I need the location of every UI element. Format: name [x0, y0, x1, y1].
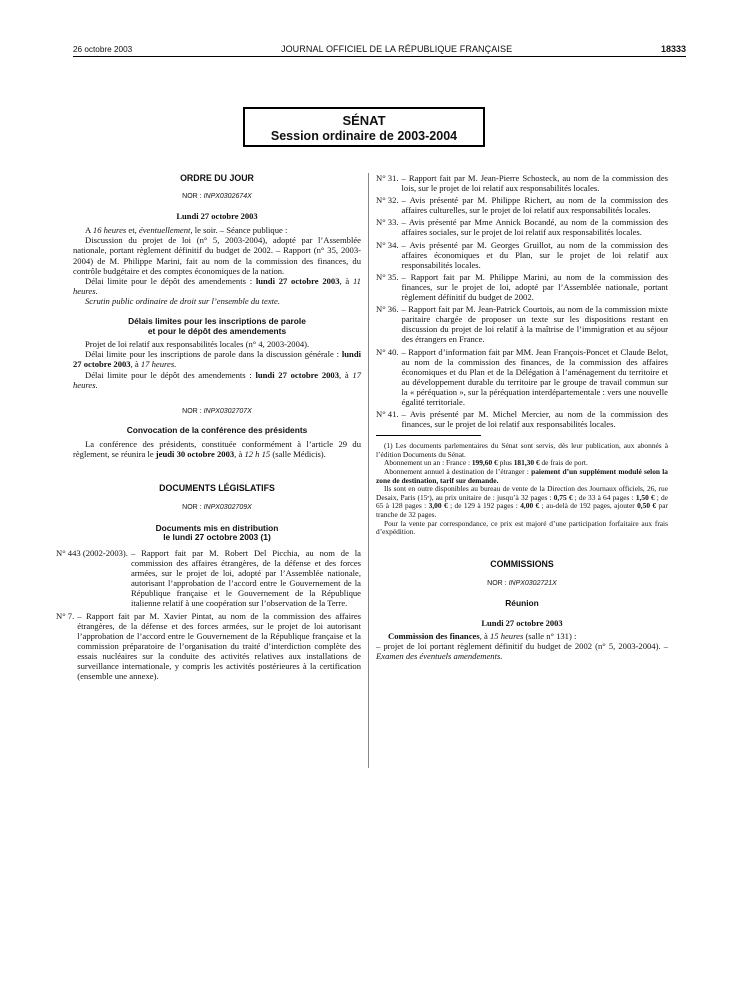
text-span: – Examen des éventuels amendements.: [376, 640, 668, 661]
item-text: – Rapport fait par M. Philippe Marini, au nom de la commission des finances, sur le projet de loi, adopté par l’Assemblée nationale, portant règlement définitif du budget de 2002.: [401, 271, 668, 303]
nor-line: [73, 503, 361, 513]
reunion-title: Réunion: [505, 597, 539, 608]
nor-label: NOR :: [182, 503, 204, 511]
text-span: 3,00 €: [428, 501, 448, 511]
commissions-section: [376, 559, 668, 661]
list-item: [376, 409, 668, 429]
text-span: et,: [126, 225, 139, 236]
item-text: – Avis présenté par M. Michel Mercier, au nom de la commission des finances, sur le projet de loi relatif aux responsabilités locales.: [401, 409, 668, 430]
text-span: 11 heures.: [73, 275, 361, 296]
item-number: N° 36.: [376, 304, 399, 315]
text-span: Ils sont en outre disponibles au bureau de vente de la Direction des Journaux officiels, 26, rue Desaix, Paris (15ᵉ), au prix unitaire de : jusqu’à 32 pages :: [376, 484, 668, 502]
convocation-title: Convocation de la conférence des présidents: [126, 424, 308, 435]
nor-label: NOR :: [182, 193, 204, 201]
documents-sub-1: Documents mis en distribution: [155, 522, 279, 533]
text-span: Délai limite pour le dépôt des amendements :: [85, 275, 256, 286]
nor-code: INPX0302707X: [203, 407, 252, 415]
delai-paragraph: [73, 276, 361, 296]
item-text: – Rapport d’information fait par MM. Jean François-Poncet et Claude Belot, au nom de la commission des finances, de la commission des affaires économiques et du Plan et de la Délégation à l’aménagement du territoire et au développement durable du territoire par le groupe de travail commun sur la « péréquation », sur la péréquation interdépartementale : vers une nouvelle égalité territoriale.: [401, 346, 668, 407]
list-item: [376, 173, 668, 193]
commission-line: [376, 631, 668, 641]
text-span: jeudi 30 octobre 2003: [155, 449, 235, 460]
item-number: N° 7.: [56, 610, 75, 621]
list-item: [376, 217, 668, 237]
text-span: 1,50 €: [635, 492, 655, 502]
text-span: 16 heures: [92, 225, 127, 236]
list-item: [376, 272, 668, 302]
text-span: lundi 27 octobre 2003: [255, 369, 340, 380]
right-column: [376, 173, 668, 661]
text-span: lundi 27 octobre 2003: [255, 275, 340, 286]
commissions-title: COMMISSIONS: [490, 558, 554, 569]
item-text: – Rapport fait par M. Xavier Pintat, au nom de la commission des affaires étrangères, de la défense et des forces armées, sur le projet de loi autorisant l’approbation de l’accord entre le Gouvernement de la République française et la commission préparatoire de l’organisation du traité d’interdiction complète des essais nucléaires sur la conduite des activités relatives aux installations de surveillance internationale, y compris les activités postérieures à la certification (ensemble une annexe).: [77, 610, 361, 682]
page-number: 18333: [660, 44, 686, 54]
text-span: La conférence des présidents, constituée conformément à l’article 29 du règlement, se réunira le: [73, 439, 361, 460]
projet-budget-line: [376, 641, 668, 661]
nor-code: INPX0302721X: [508, 579, 557, 587]
text-span: A: [85, 225, 93, 236]
footnote-etranger: [376, 468, 668, 485]
text-span: paiement d’un supplément modulé selon la zone de destination, tarif sur demande.: [376, 467, 668, 485]
text-span: (salle n° 131) :: [523, 630, 577, 641]
text-span: 17 heures.: [73, 369, 361, 390]
nor-label: NOR :: [182, 407, 204, 415]
list-item: [376, 347, 668, 408]
item-number: N° 443 (2002-2003).: [56, 547, 128, 558]
documents-title: DOCUMENTS LÉGISLATIFS: [159, 482, 275, 493]
text-span: 0,50 €: [637, 501, 657, 511]
text-span: , à: [479, 630, 490, 641]
seance-line: [73, 225, 361, 235]
text-span: Délai limite pour les inscriptions de parole dans la discussion générale :: [85, 349, 342, 360]
list-item: [56, 548, 361, 609]
projet-line: Projet de loi relatif aux responsabilités locales (n° 4, 2003-2004).: [85, 339, 310, 350]
senat-title-box: [243, 107, 485, 147]
nor-code: INPX0302709X: [203, 503, 252, 511]
text-span: (salle Médicis).: [270, 449, 326, 460]
item-text: – Avis présenté par M. Philippe Richert, au nom de la commission des affaires culturelles, sur le projet de loi relatif aux responsabilités locales.: [401, 195, 668, 216]
text-span: ; de 65 à 128 pages :: [376, 492, 668, 511]
column-divider: [368, 173, 369, 768]
ordre-date: Lundi 27 octobre 2003: [176, 211, 258, 222]
item-number: N° 33.: [376, 217, 399, 228]
documents-section: [56, 482, 361, 682]
delai-amendements: [73, 370, 361, 390]
item-text: – Rapport fait par M. Jean-Pierre Schosteck, au nom de la commission des lois, sur le projet de loi relatif aux responsabilités locales.: [401, 173, 668, 194]
text-span: ; de 129 à 192 pages :: [447, 501, 521, 511]
convocation-paragraph: [73, 439, 361, 459]
text-span: Abonnement un an : France :: [384, 458, 472, 468]
delais-title-1: Délais limites pour les inscriptions de parole: [128, 316, 306, 327]
nor-label: NOR :: [487, 579, 509, 587]
item-number: N° 34.: [376, 239, 399, 250]
text-span: Commission des finances: [388, 630, 480, 641]
item-number: N° 35.: [376, 271, 399, 282]
senat-heading: SÉNAT: [342, 113, 386, 128]
text-span: plus: [497, 458, 514, 468]
text-span: 17 heures.: [140, 359, 177, 370]
item-number: N° 41.: [376, 409, 399, 420]
nor-code: INPX0302674X: [203, 193, 252, 201]
text-span: 4,00 €: [520, 501, 540, 511]
item-number: N° 32.: [376, 195, 399, 206]
commissions-date: Lundi 27 octobre 2003: [481, 617, 563, 628]
item-number: N° 31.: [376, 173, 399, 183]
delai-parole: [73, 349, 361, 369]
text-span: 0,75 €: [553, 492, 573, 502]
footnote-line: (1) Les documents parlementaires du Sénat sont servis, dès leur publication, aux abonnés à l’édition Documents du Sénat.: [376, 441, 668, 459]
text-span: 199,60 €: [471, 458, 498, 468]
item-text: – Rapport fait par M. Jean-Patrick Courtois, au nom de la commission mixte paritaire chargée de proposer un texte sur les dispositions restant en discussion du projet de loi relatif à la maîtrise de l’immigration et au séjour des étrangers en France.: [401, 304, 668, 345]
item-text: – Rapport fait par M. Robert Del Picchia, au nom de la commission des affaires étrangères, de la défense et des forces armées, sur le projet de loi, adopté par l’Assemblée nationale, autorisant l’approbation de l’accord entre le Gouvernement de la République française et le Gouvernement de la République italienne relatif à une coopération sur l’observation de la Terre.: [130, 547, 361, 609]
ordre-du-jour-title: ORDRE DU JOUR: [180, 173, 254, 183]
text-span: , le soir. – Séance publique :: [190, 225, 288, 236]
text-span: 181,30 €: [513, 458, 540, 468]
nor-line: [376, 579, 668, 589]
text-span: Délai limite pour le dépôt des amendements :: [85, 369, 256, 380]
text-span: Abonnement annuel à destination de l’étranger :: [384, 467, 532, 477]
list-item: [376, 304, 668, 344]
session-heading: Session ordinaire de 2003-2004: [270, 129, 458, 143]
nor-line: [73, 192, 361, 202]
footnote: [376, 442, 668, 537]
convocation-section: [73, 407, 361, 460]
text-span: 15 heures: [489, 630, 524, 641]
discussion-paragraph: Discussion du projet de loi (n° 5, 2003-2004), adopté par l’Assemblée nationale, portant règlement définitif du budget de 2002. – Rapport (n° 35, 2003-2004) de M. Philippe Marini, fait au nom de la commission des finances, du contrôle budgétaire et des comptes économiques de la nation.: [73, 235, 361, 276]
nor-line: [73, 407, 361, 417]
list-item: [376, 195, 668, 215]
page-header: [73, 44, 686, 54]
text-span: 12 h 15: [244, 449, 271, 460]
text-span: , à: [234, 449, 245, 460]
left-column: [56, 173, 361, 683]
header-date: 26 octobre 2003: [73, 45, 133, 54]
text-span: lundi 27 octobre 2003: [73, 349, 361, 370]
footnote-correspondance: Pour la vente par correspondance, ce prix est majoré d’une participation forfaitaire aux frais d’expédition.: [376, 518, 668, 537]
text-span: ; de 33 à 64 pages :: [572, 492, 636, 502]
list-item: [56, 611, 361, 682]
text-span: de frais de port.: [539, 458, 588, 468]
delais-title-2: et pour le dépôt des amendements: [147, 325, 287, 336]
list-item: [376, 240, 668, 270]
footnote-prix: [376, 485, 668, 519]
journal-title: JOURNAL OFFICIEL DE LA RÉPUBLIQUE FRANÇAISE: [280, 44, 513, 54]
text-span: , à: [339, 369, 353, 380]
text-span: , à: [339, 275, 354, 286]
item-number: N° 40.: [376, 346, 399, 357]
scrutin-line: Scrutin public ordinaire de droit sur l’ensemble du texte.: [85, 295, 280, 306]
header-rule: [73, 56, 686, 57]
text-span: éventuellement: [138, 225, 191, 236]
item-text: – Avis présenté par Mme Annick Bocandé, au nom de la commission des affaires sociales, sur le projet de loi relatif aux responsabilités locales.: [401, 217, 668, 238]
delais-section: [73, 317, 361, 390]
item-text: – Avis présenté par M. Georges Gruillot, au nom de la commission des affaires économiques et du Plan, sur le projet de loi relatif aux responsabilités locales.: [401, 239, 668, 270]
documents-list: [56, 547, 361, 682]
right-documents-list: [376, 173, 668, 429]
text-span: ; au-delà de 192 pages, ajouter: [539, 501, 638, 511]
footnote-rule: [376, 435, 481, 436]
documents-sub-2: le lundi 27 octobre 2003 (1): [163, 532, 271, 543]
text-span: , à: [130, 359, 141, 370]
text-span: par tranche de 32 pages.: [376, 501, 668, 519]
text-span: – projet de loi portant règlement définitif du budget de 2002 (n° 5, 2003-2004).: [376, 640, 664, 651]
